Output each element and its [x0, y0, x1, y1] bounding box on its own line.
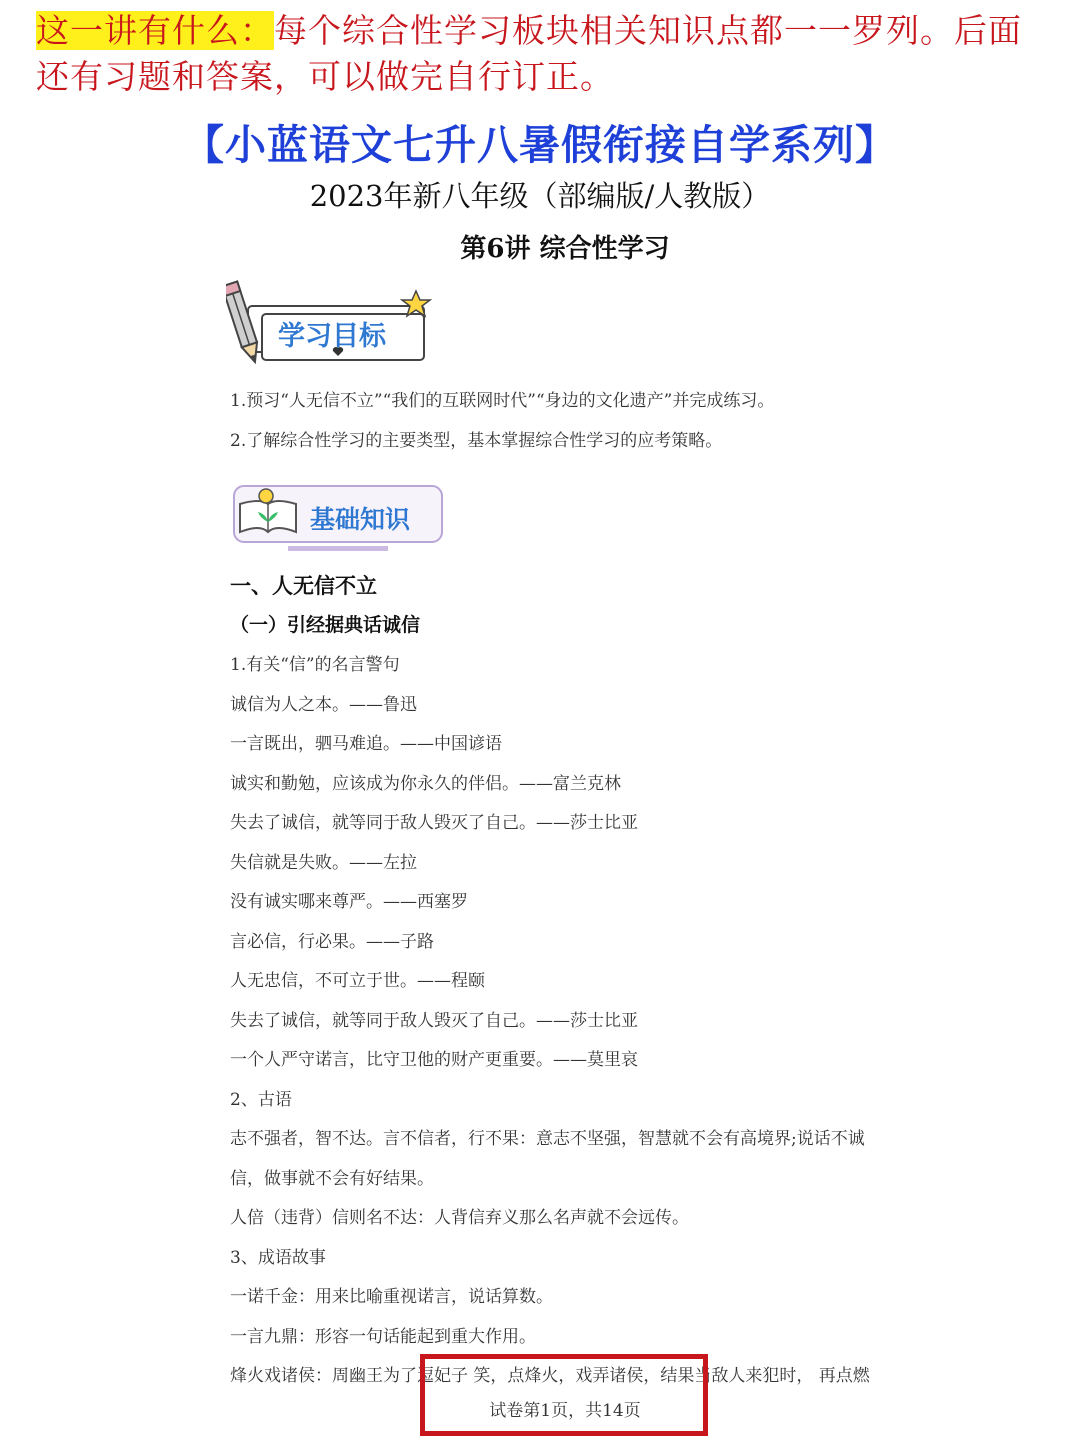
basic-knowledge-badge — [230, 482, 446, 554]
content-line: 2、古语 — [230, 1089, 292, 1110]
content-line: 失去了诚信，就等同于敌人毁灭了自己。——莎士比亚 — [230, 813, 638, 833]
lesson-title: 第6讲 综合性学习 — [460, 234, 670, 264]
basic-knowledge-label: 基础知识 — [310, 505, 411, 534]
content-line: 志不强者，智不达。言不信者，行不果：意志不坚强，智慧就不会有高境界;说话不诚 — [230, 1129, 865, 1149]
content-line: 言必信，行必果。——子路 — [230, 931, 434, 952]
content-line: 3、成语故事 — [230, 1247, 326, 1268]
document-subtitle: 2023年新八年级（部编版/人教版） — [309, 179, 771, 213]
content-line: 诚实和勤勉，应该成为你永久的伴侣。——富兰克林 — [230, 773, 621, 794]
content-line: 人倍（违背）信则名不达：人背信弃义那么名声就不会远传。 — [230, 1208, 689, 1228]
content-line: 一言九鼎：形容一句话能起到重大作用。 — [230, 1326, 536, 1347]
series-title: 【小蓝语文七升八暑假衔接自学系列】 — [183, 121, 897, 169]
highlight-frame — [420, 1354, 708, 1436]
intro-highlight: 这一讲有什么： — [36, 11, 274, 50]
page-footer: 试卷第1页，共14页 — [489, 1401, 641, 1421]
content-line: 人无忠信，不可立于世。——程颐 — [230, 971, 485, 991]
goal-item: 2.了解综合性学习的主要类型，基本掌握综合性学习的应考策略。 — [230, 431, 723, 451]
learning-goals-badge — [226, 278, 440, 370]
content-line: 1.有关“信”的名言警句 — [230, 655, 400, 675]
content-line: 一个人严守诺言，比守卫他的财产更重要。——莫里哀 — [230, 1050, 638, 1070]
content-line: 失信就是失败。——左拉 — [230, 852, 417, 873]
content-line: 没有诚实哪来尊严。——西塞罗 — [230, 892, 468, 912]
content-line: 诚信为人之本。——鲁迅 — [230, 694, 417, 715]
intro-note — [36, 8, 1046, 100]
content-line: 烽火戏诸侯：周幽王为了逗妃子 笑，点烽火，戏弄诸侯，结果当敌人来犯时， 再点燃 — [230, 1366, 870, 1386]
learning-goals-label: 学习目标 — [278, 321, 386, 352]
section-heading: 一、人无信不立 — [230, 573, 377, 598]
subsection-heading: （一）引经据典话诚信 — [230, 614, 421, 636]
goal-item: 1.预习“人无信不立”“我们的互联网时代”“身边的文化遗产”并完成练习。 — [230, 391, 775, 411]
intro-text: 每个综合性学习板块相关知识点都一一罗列。后面还有习题和答案，可以做完自行订正。 — [36, 11, 1022, 96]
content-line: 失去了诚信，就等同于敌人毁灭了自己。——莎士比亚 — [230, 1010, 638, 1031]
content-line: 信，做事就不会有好结果。 — [230, 1168, 434, 1189]
content-line: 一言既出，驷马难追。——中国谚语 — [230, 734, 502, 754]
content-line: 一诺千金：用来比喻重视诺言，说话算数。 — [230, 1287, 553, 1307]
